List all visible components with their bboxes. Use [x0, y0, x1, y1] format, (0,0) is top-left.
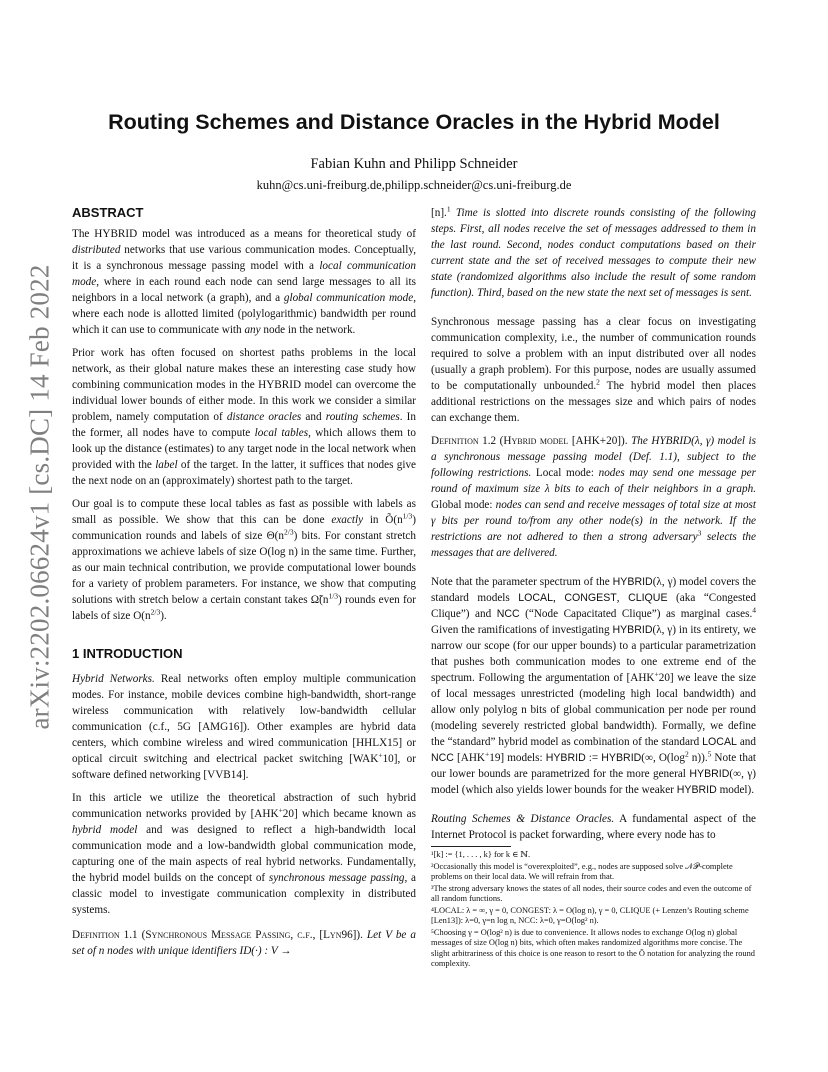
footnotes — [431, 850, 756, 970]
footnote-5: ⁵Choosing γ = O(log² n) is due to convenience. It allows nodes to exchange O(log n) global messages of size O(log n) bits, which often makes randomized algorithms more concise. The slight arbitrariness of this choice is one reason to resort to the Õ notation for analyzing the round complexity. — [431, 927, 755, 968]
abstract-paragraph-3: Our goal is to compute these local tables as fast as possible with labels as small as possible. We show that this can be done exactly in $Õ(n^{1/3})$ communication rounds and labels of size $\Theta(n^{2/3})$ bits. For constant stretch approximations we achieve labels of size O(log n) in the same time. Further, as our main technical contribution, we provide computational lower bounds for a variety of problem parameters. For instance, we show that computing solutions with stretch below a certain constant takes $\Omegã(n^{1/3})$ rounds even for labels of size $O(n^{2/3})$. — [72, 498, 417, 622]
arxiv-id: arXiv:2202.06624v1 [cs.DC] 14 Feb 2022 — [24, 264, 55, 730]
paper-title: Routing Schemes and Distance Oracles in the Hybrid Model — [108, 110, 720, 134]
definition-1-2: Definition 1.2 (Hybrid model [AHK+20]). The HYBRID(λ, γ) model is a synchronous message passing model (Def. 1.1), subject to the following restrictions. Local mode: nodes may send one message per round of maximum size λ bits to each of their neighbors in a graph. Global mode: nodes can send and receive messages of total size at most γ bits per round to/from any other node(s) in the network. If the restrictions are not adhered to then a strong adversary$^3$ selects the messages that are delivered. — [431, 435, 757, 559]
footnote-rule — [431, 846, 511, 847]
right-paragraph-routing: Routing Schemes & Distance Oracles. A fundamental aspect of the Internet Protocol is packet forwarding, where every node has to — [431, 813, 756, 841]
footnote-4: ⁴LOCAL: λ = ∞, γ = 0, CONGEST: λ = O(log n), γ = 0, CLIQUE (+ Lenzen’s Routing scheme [Len13]): λ=0, γ=n log n, NCC: λ=0, γ=O(log² n). — [431, 905, 749, 925]
abstract-heading: ABSTRACT — [72, 205, 144, 220]
footnote-1: ¹[k] := {1, . . . , k} for k ∈ ℕ. — [431, 850, 531, 859]
right-paragraph-parameters: Note that the parameter spectrum of the HYBRID(λ, γ) model covers the standard models LOCAL, CONGEST, CLIQUE (aka “Congested Clique”) and NCC (“Node Capacitated Clique”) as marginal cases.$^4$ Given the ramifications of investigating HYBRID(λ, γ) in its entirety, we narrow our scope (for our upper bounds) to a particular parametrization that pushes both communication modes to one extreme end of the spectrum. Following the argumentation of [AHK+20] we leave the size of local messages unrestricted (modeling high local bandwidth) and allow only polylog n bits of global communication per node per round (modeling severely restricted global bandwidth). Formally, we define the “standard” hybrid model as combination of the standard LOCAL and NCC [AHK+19] models: HYBRID := HYBRID(∞, $O(\log^2$ n)).$^5$ Note that our lower bounds are parametrized for the more general HYBRID(∞, γ) model (which also yields lower bounds for the weaker HYBRID model). — [431, 576, 757, 796]
section-heading-introduction: 1 INTRODUCTION — [72, 646, 183, 661]
left-column — [72, 205, 416, 959]
right-column — [431, 205, 756, 971]
abstract-paragraph-1: The HYBRID model was introduced as a means for theoretical study of distributed networks that use various communication modes. Conceptually, it is a synchronous message passing model with a local communication mode, where in each round each node can send large messages to all its neighbors in a local network (a graph), and a global communication mode, where each node is allotted limited (polylogarithmic) bandwidth per round which it can use to communicate with any node in the network. — [72, 228, 416, 336]
arxiv-stamp — [20, 264, 60, 730]
authors: Fabian Kuhn and Philipp Schneider — [310, 156, 518, 172]
footnote-2: ²Occasionally this model is “overexploited”, e.g., nodes are supposed solve 𝒩𝒫-complete problems on their local data. We will refrain from that. — [431, 861, 733, 881]
footnote-3: ³The strong adversary knows the states of all nodes, their source codes and even the outcome of all random functions. — [431, 883, 752, 903]
author-emails: kuhn@cs.uni-freiburg.de,philipp.schneider@cs.uni-freiburg.de — [256, 178, 572, 192]
abstract-paragraph-2: Prior work has often focused on shortest paths problems in the local network, as their global nature makes these an interesting case study how combining communication modes in the HYBRID model can overcome the individual lower bounds of either mode. In this work we consider a similar problem, namely computation of distance oracles and routing schemes. In the former, all nodes have to compute local tables, which allows them to look up the distance (estimates) to any target node in the local network when provided with the label of the target. In the latter, it suffices that nodes give the next node on an (approximately) shortest path to the target. — [72, 347, 417, 487]
intro-paragraph-2: In this article we utilize the theoretical abstraction of such hybrid communication networks provided by [AHK+20] which became known as hybrid model and was designed to reflect a high-bandwidth local communication mode and a low-bandwidth global communication mode, capturing one of the main aspects of real hybrid networks. Fundamentally, the hybrid model builds on the concept of synchronous message passing, a classic model to investigate communication complexity in distributed systems. — [72, 792, 417, 916]
intro-paragraph-1: Hybrid Networks. Real networks often employ multiple communication modes. For instance, mobile devices combine high-bandwidth, short-range wireless communication with relatively low-bandwidth cellular communication (c.f., 5G [AMG16]). Other examples are hybrid data centers, which combine wireless and wired communication [HHLX15] or optical circuit switching and electrical packet switching [WAK+10], or software defined networking [VVB14]. — [72, 673, 417, 781]
definition-1-1: Definition 1.1 (Synchronous Message Passing, c.f., [Lyn96]). Let V be a set of n nodes with unique identifiers ID(·) : V → — [72, 929, 416, 957]
definition-1-1-continued: [n].$^1$ Time is slotted into discrete rounds consisting of the following steps. First, all nodes receive the set of messages addressed to them in the last round. Second, nodes conduct computations based on their current state and the set of received messages to compute their new state (randomized algorithms also include the result of some random function). Third, based on the new state the next set of messages is sent. — [431, 204, 756, 299]
right-paragraph-synchronous: Synchronous message passing has a clear focus on investigating communication complexity, i.e., the number of communication rounds required to solve a problem with an input distributed over all nodes (usually a graph problem). For this purpose, nodes are usually assumed to be computationally unbounded.$^2$ The hybrid model then places additional restrictions on the messages size and which pairs of nodes can exchange them. — [431, 316, 756, 424]
